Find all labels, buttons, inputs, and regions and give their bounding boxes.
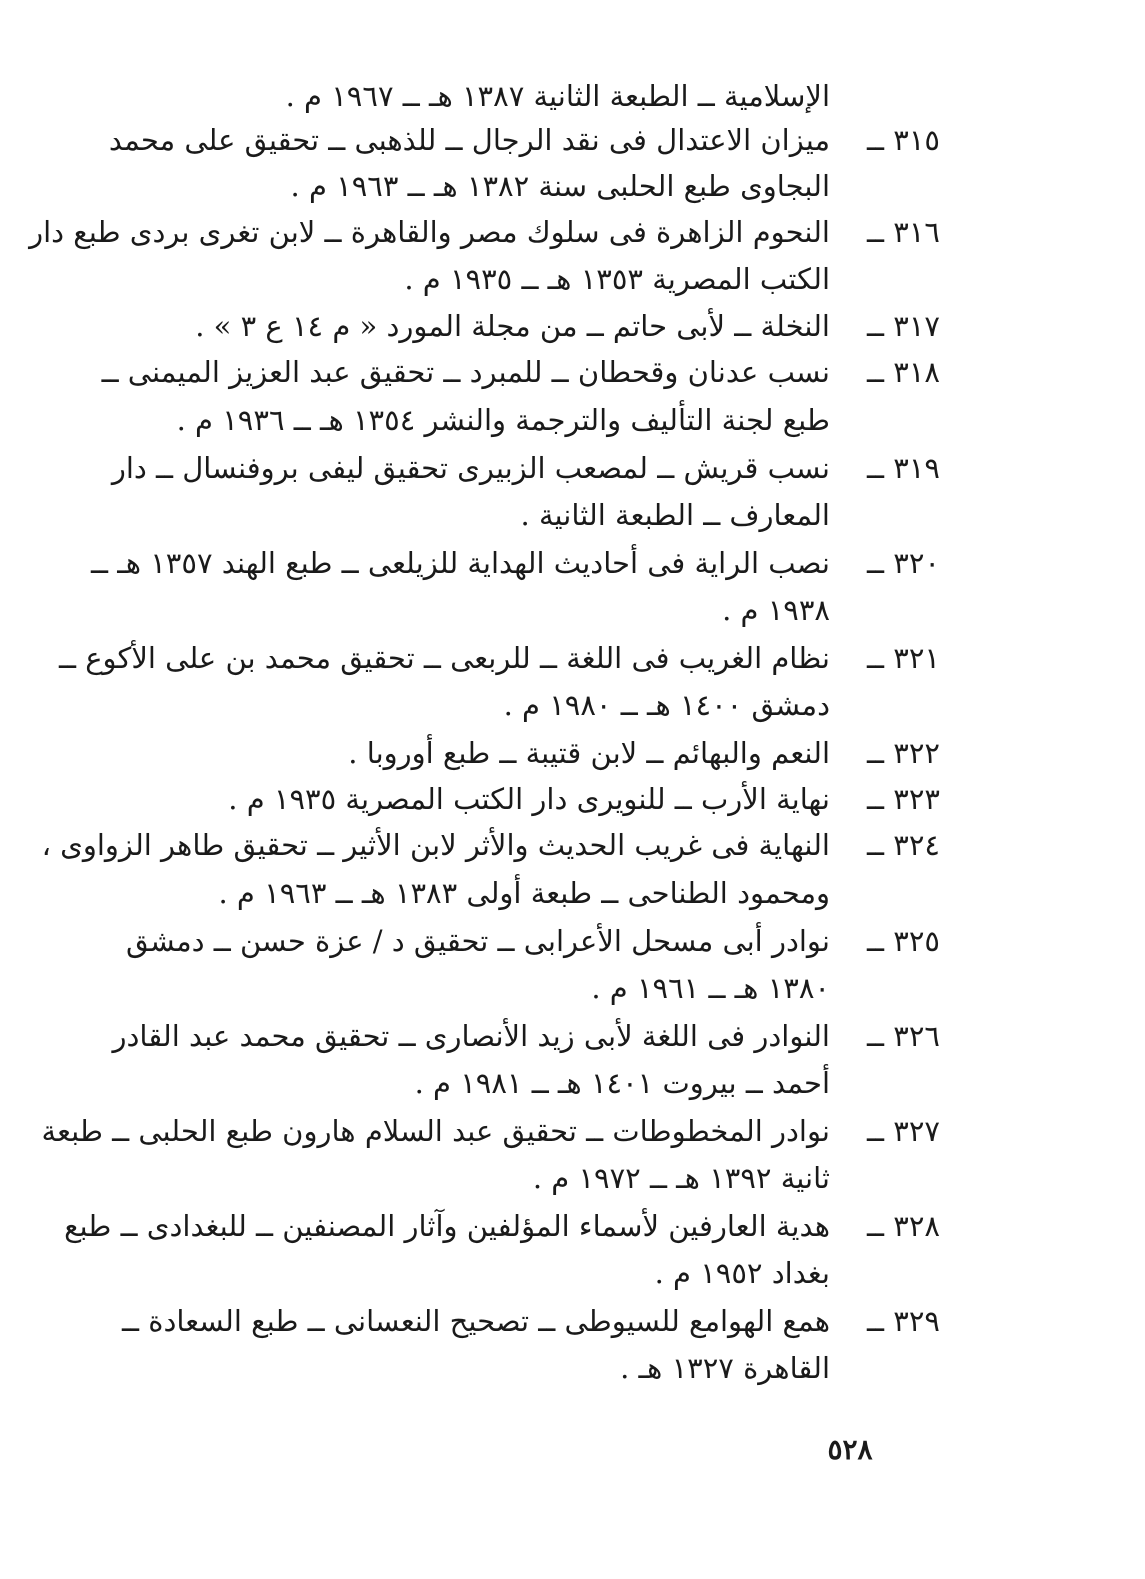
entry-number: ٣١٧ ــ [867, 309, 940, 343]
entry-text-line: ومحمود الطناحى ــ طبعة أولى ١٣٨٣ هـ ــ ١٩٦٣ م . [218, 876, 830, 910]
entry-text-line: ١٣٨٠ هـ ــ ١٩٦١ م . [591, 971, 830, 1005]
entry-text-line: النوادر فى اللغة لأبى زيد الأنصارى ــ تحقيق محمد عبد القادر [112, 1019, 830, 1053]
entry-text-line: دمشق ١٤٠٠ هـ ــ ١٩٨٠ م . [503, 688, 830, 722]
entry-number: ٣٢٧ ــ [867, 1114, 940, 1148]
entry-number: ٣٢٣ ــ [867, 782, 940, 816]
entry-text-line: أحمد ــ بيروت ١٤٠١ هـ ــ ١٩٨١ م . [414, 1066, 830, 1100]
entry-number: ٣١٥ ــ [867, 123, 940, 157]
continuation-line: الإسلامية ــ الطبعة الثانية ١٣٨٧ هـ ــ ١٩٦٧ م . [285, 79, 830, 113]
entry-text-line: هدية العارفين لأسماء المؤلفين وآثار المصنفين ــ للبغدادى ــ طبع [64, 1209, 830, 1243]
entry-text-line: ١٩٣٨ م . [722, 593, 830, 627]
entry-text-line: النحوم الزاهرة فى سلوك مصر والقاهرة ــ لابن تغرى بردى طبع دار [29, 215, 830, 249]
entry-text-line: القاهرة ١٣٢٧ هـ . [620, 1351, 830, 1385]
entry-number: ٣٢٠ ــ [867, 546, 940, 580]
entry-text-line: ثانية ١٣٩٢ هـ ــ ١٩٧٢ م . [532, 1161, 830, 1195]
page-number: ٥٢٨ [827, 1433, 873, 1466]
entry-number: ٣٢٢ ــ [867, 736, 940, 770]
entry-text-line: نهاية الأرب ــ للنويرى دار الكتب المصرية ١٩٣٥ م . [228, 782, 830, 816]
entry-text-line: نظام الغريب فى اللغة ــ للربعى ــ تحقيق محمد بن على الأكوع ــ [59, 641, 830, 675]
entry-number: ٣١٨ ــ [867, 355, 940, 389]
entry-number: ٣٢٤ ــ [867, 828, 940, 862]
entry-text-line: النهاية فى غريب الحديث والأثر لابن الأثير ــ تحقيق طاهر الزواوى ، [41, 828, 830, 862]
entry-text-line: الكتب المصرية ١٣٥٣ هـ ــ ١٩٣٥ م . [404, 262, 830, 296]
entry-text-line: النعم والبهائم ــ لابن قتيبة ــ طبع أوروبا . [348, 736, 830, 770]
entry-number: ٣٢٦ ــ [867, 1019, 940, 1053]
entry-text-line: بغداد ١٩٥٢ م . [654, 1256, 830, 1290]
entry-text-line: نوادر المخطوطات ــ تحقيق عبد السلام هارون طبع الحلبى ــ طبعة [41, 1114, 830, 1148]
entry-number: ٣١٩ ــ [867, 451, 940, 485]
entry-number: ٣٢٨ ــ [867, 1209, 940, 1243]
entry-number: ٣٢١ ــ [867, 641, 940, 675]
entry-text-line: همع الهوامع للسيوطى ــ تصحيح النعسانى ــ طبع السعادة ــ [122, 1304, 830, 1338]
entry-text-line: نسب قريش ــ لمصعب الزبيرى تحقيق ليفى بروفنسال ــ دار [111, 451, 830, 485]
entry-number: ٣٢٩ ــ [867, 1304, 940, 1338]
entry-text-line: المعارف ــ الطبعة الثانية . [520, 498, 830, 532]
entry-number: ٣٢٥ ــ [867, 924, 940, 958]
entry-text-line: النخلة ــ لأبى حاتم ــ من مجلة المورد « م ١٤ ع ٣ » . [195, 309, 830, 343]
entry-text-line: نوادر أبى مسحل الأعرابى ــ تحقيق د / عزة حسن ــ دمشق [126, 924, 830, 958]
entry-number: ٣١٦ ــ [867, 215, 940, 249]
entry-text-line: نصب الراية فى أحاديث الهداية للزيلعى ــ طبع الهند ١٣٥٧ هـ ــ [91, 546, 830, 580]
entry-text-line: نسب عدنان وقحطان ــ للمبرد ــ تحقيق عبد العزيز الميمنى ــ [101, 355, 830, 389]
entry-text-line: طبع لجنة التأليف والترجمة والنشر ١٣٥٤ هـ ــ ١٩٣٦ م . [176, 403, 830, 437]
entry-text-line: البجاوى طبع الحلبى سنة ١٣٨٢ هـ ــ ١٩٦٣ م . [290, 169, 830, 203]
entry-text-line: ميزان الاعتدال فى نقد الرجال ــ للذهبى ــ تحقيق على محمد [108, 123, 830, 157]
